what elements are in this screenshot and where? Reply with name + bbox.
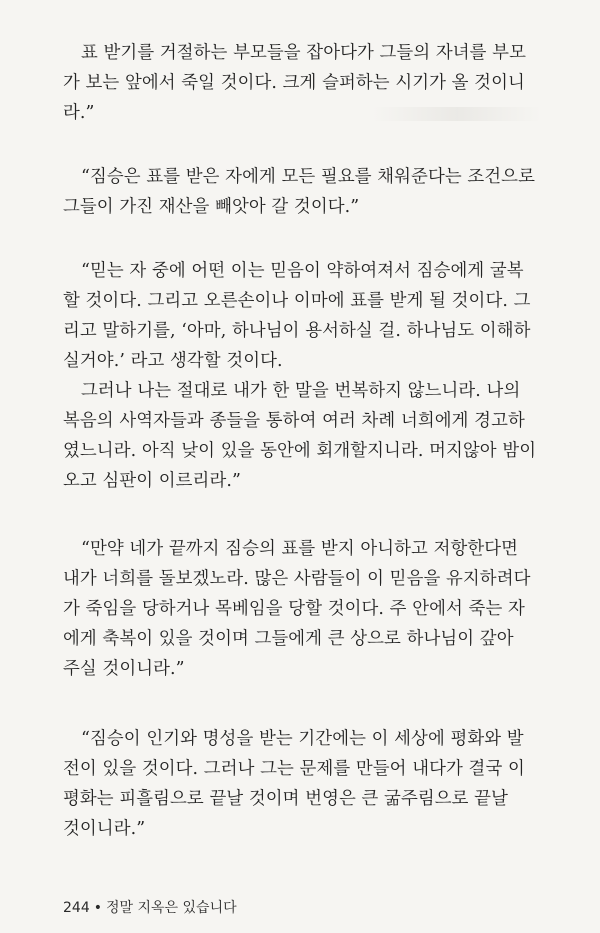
paragraph-line: 내가 너희를 돌보겠노라. 많은 사람들이 이 믿음을 유지하려다 <box>63 569 531 589</box>
paragraph-line: 전이 있을 것이다. 그러나 그는 문제를 만들어 내다가 결국 이 <box>63 759 525 779</box>
paragraph-line: 라.” <box>63 103 95 123</box>
paragraph-3 <box>63 256 561 496</box>
paragraph-line: “짐승은 표를 받은 자에게 모든 필요를 채워준다는 조건으로 <box>81 167 535 187</box>
paragraph-4 <box>63 534 561 684</box>
paragraph-line: “믿는 자 중에 어떤 이는 믿음이 약하여져서 짐승에게 굴복 <box>81 261 524 281</box>
paragraph-line: 오고 심판이 이르리라.” <box>63 471 241 491</box>
paragraph-5 <box>63 724 561 844</box>
book-title: 정말 지옥은 있습니다 <box>106 900 237 916</box>
paragraph-line: 주실 것이니라.” <box>63 659 185 679</box>
paragraph-line: “만약 네가 끝까지 짐승의 표를 받지 아니하고 저항한다면 <box>81 539 519 559</box>
paragraph-2 <box>63 162 561 222</box>
paragraph-line: 였느니라. 아직 낮이 있을 동안에 회개할지니라. 머지않아 밤이 <box>63 441 537 461</box>
paragraph-line: 평화는 피흘림으로 끝날 것이며 번영은 큰 굶주림으로 끝날 <box>63 789 508 809</box>
paragraph-line: 것이니라.” <box>63 819 146 839</box>
paragraph-line: 그들이 가진 재산을 빼앗아 갈 것이다.” <box>63 197 360 217</box>
paragraph-line: 가 죽임을 당하거나 목베임을 당할 것이다. 주 안에서 죽는 자 <box>63 599 525 619</box>
paragraph-line: 할 것이다. 그리고 오른손이나 이마에 표를 받게 될 것이다. 그 <box>63 291 531 311</box>
footer-bullet: • <box>93 900 102 916</box>
paragraph-line: 복음의 사역자들과 종들을 통하여 여러 차례 너희에게 경고하 <box>63 411 525 431</box>
paragraph-line: 리고 말하기를, ‘아마, 하나님이 용서하실 걸. 하나님도 이해하 <box>63 321 531 341</box>
paragraph-line: 그러나 나는 절대로 내가 한 말을 번복하지 않느니라. 나의 <box>81 381 521 401</box>
paragraph-line: “짐승이 인기와 명성을 받는 기간에는 이 세상에 평화와 발 <box>81 729 524 749</box>
page-footer <box>63 897 237 917</box>
paragraph-line: 에게 축복이 있을 것이며 그들에게 큰 상으로 하나님이 갚아 <box>63 629 514 649</box>
paragraph-line: 표 받기를 거절하는 부모들을 잡아다가 그들의 자녀를 부모 <box>81 43 526 63</box>
paragraph-line: 실거야.’ 라고 생각할 것이다. <box>63 351 283 371</box>
paragraph-line: 가 보는 앞에서 죽일 것이다. 크게 슬퍼하는 시기가 올 것이니 <box>63 73 525 93</box>
paragraph-1 <box>63 38 561 128</box>
page-number: 244 <box>63 900 90 916</box>
